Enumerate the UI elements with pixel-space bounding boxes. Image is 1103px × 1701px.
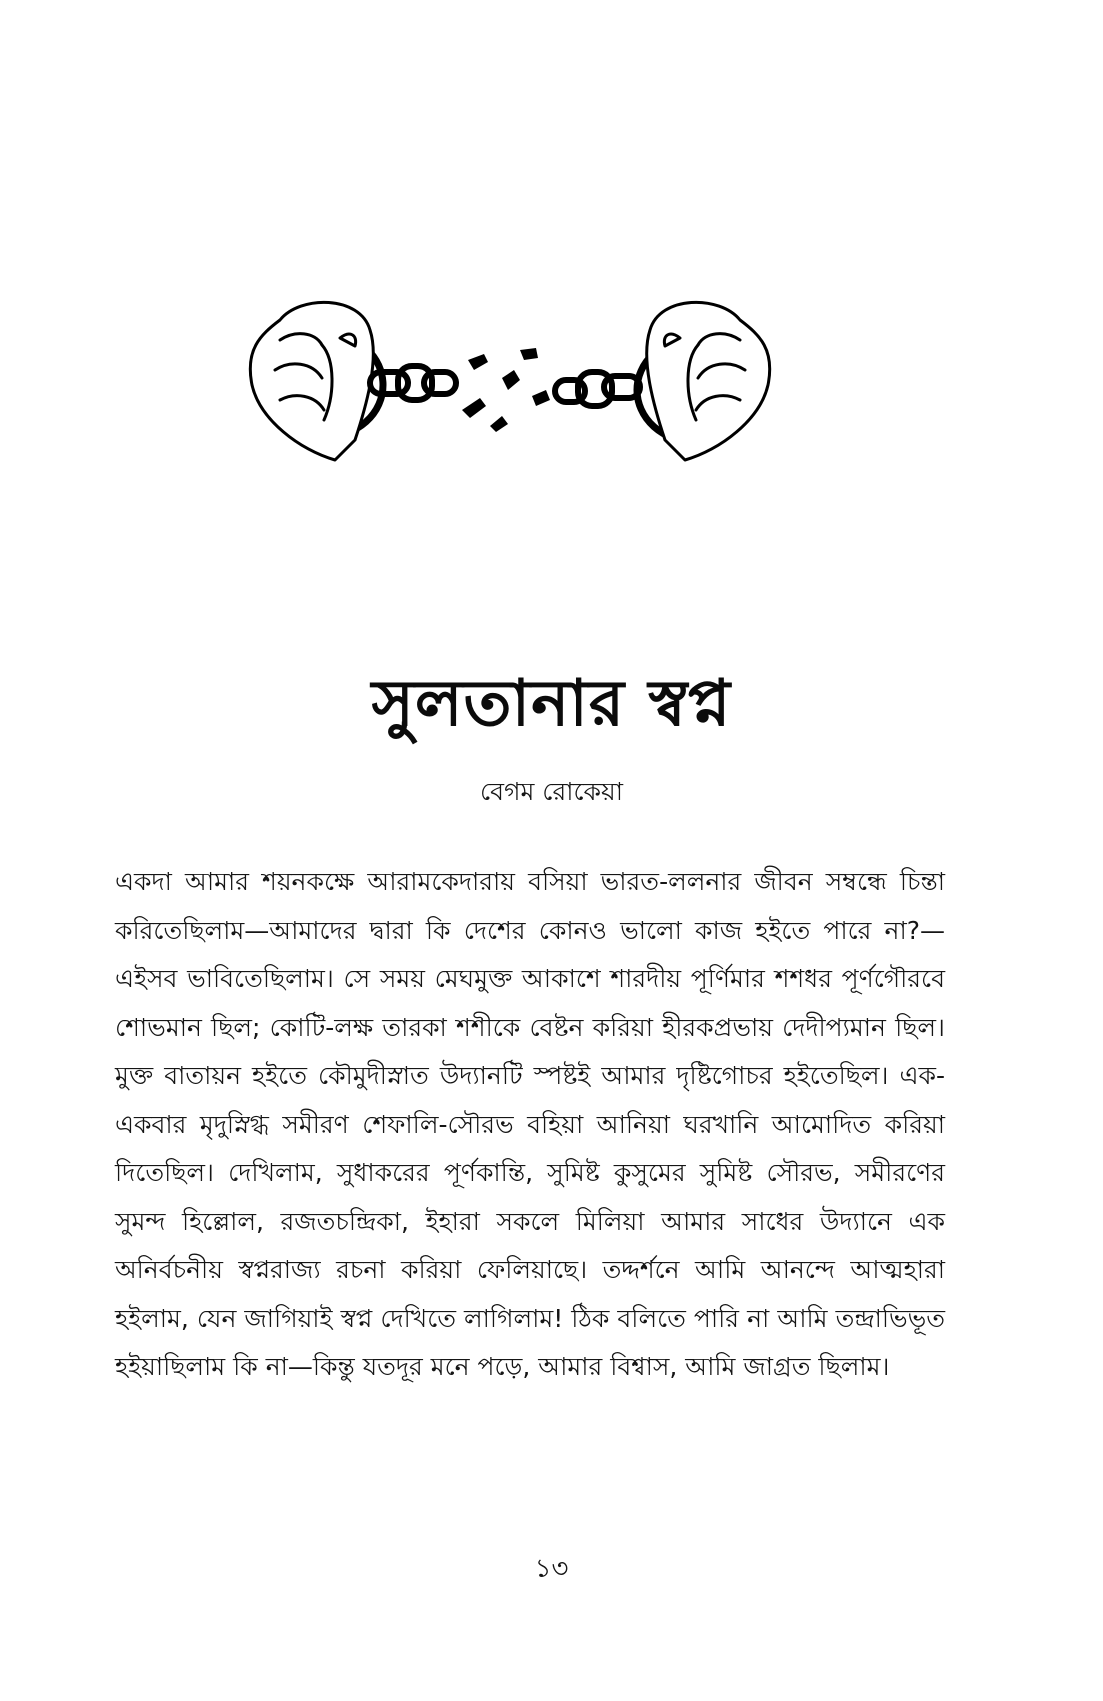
chain-fragment	[502, 370, 520, 390]
broken-chain-fists-icon	[240, 300, 840, 500]
left-fist	[250, 302, 373, 460]
chain-link	[370, 372, 408, 394]
chain-fragment	[462, 398, 486, 418]
chain-link	[424, 372, 456, 394]
author-name: বেগম রোকেয়া	[480, 777, 623, 806]
right-fist	[647, 302, 770, 460]
body-paragraph: একদা আমার শয়নকক্ষে আরামকেদারায় বসিয়া ভারত-ললনার জীবন সম্বন্ধে চিন্তা করিতেছিলাম—আমাদের দ্বারা কি দেশের কোনও ভালো কাজ হইতে পারে না?—এইসব ভাবিতেছিলাম। সে সময় মেঘমুক্ত আকাশে শারদীয় পূর্ণিমার শশধর পূর্ণগৌরবে শোভমান ছিল; কোটি-লক্ষ তারকা শশীকে বেষ্টন করিয়া হীরকপ্রভায় দেদীপ্যমান ছিল। মুক্ত বাতায়ন হইতে কৌমুদীস্নাত উদ্যানটি স্পষ্টই আমার দৃষ্টিগোচর হইতেছিল। এক-একবার মৃদুস্নিগ্ধ সমীরণ শেফালি-সৌরভ বহিয়া আনিয়া ঘরখানি আমোদিত করিয়া দিতেছিল। দেখিলাম, সুধাকরের পূর্ণকান্তি, সুমিষ্ট কুসুমের সুমিষ্ট সৌরভ, সমীরণের সুমন্দ হিল্লোল, রজতচন্দ্রিকা, ইহারা সকলে মিলিয়া আমার সাধের উদ্যানে এক অনির্বচনীয় স্বপ্নরাজ্য রচনা করিয়া ফেলিয়াছে। তদ্দর্শনে আমি আনন্দে আত্মহারা হইলাম, যেন জাগিয়াই স্বপ্ন দেখিতে লাগিলাম! ঠিক বলিতে পারি না আমি তন্দ্রাভিভূত হইয়াছিলাম কি না—কিন্তু যতদূর মনে পড়ে, আমার বিশ্বাস, আমি জাগ্রত ছিলাম।	[115, 867, 945, 1381]
page-number: ১৩	[534, 1554, 569, 1584]
chain-fragment	[490, 416, 508, 432]
chain-fragment	[468, 354, 488, 370]
chain-fragment	[532, 390, 550, 406]
chain-fragment	[520, 348, 538, 360]
page-title: সুলতানার স্বপ্ন	[371, 666, 732, 741]
